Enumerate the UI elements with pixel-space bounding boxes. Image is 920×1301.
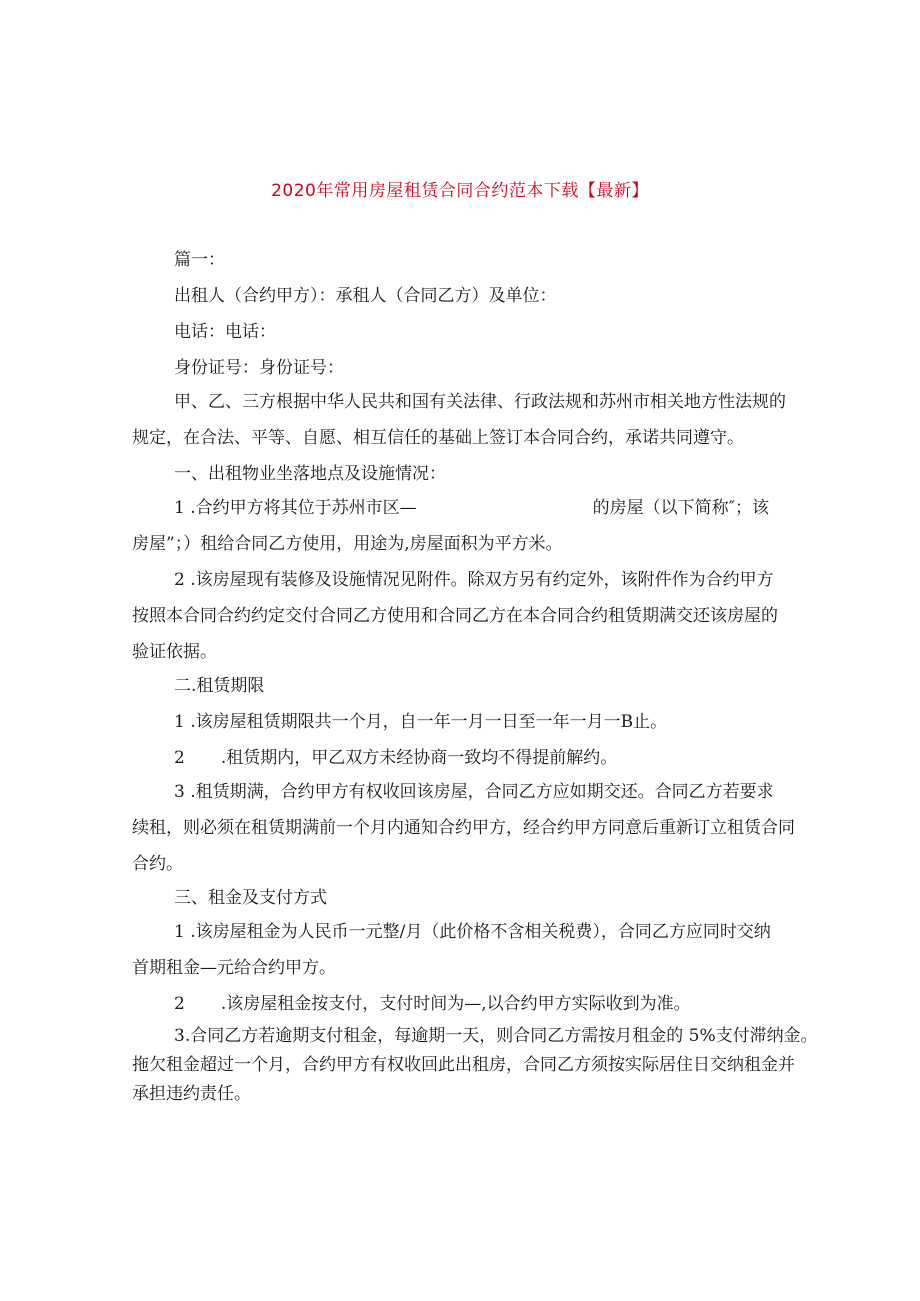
item-1-text-b: 的房屋（以下简称″；该 [592, 498, 769, 518]
section-2-item-3-line-3: 合约。 [132, 854, 183, 874]
intro-line-1: 甲、乙、三方根据中华人民共和国有关法律、行政法规和苏州市相关地方性法规的 [174, 392, 786, 412]
section-1-heading: 一、出租物业坐落地点及设施情况： [174, 464, 446, 484]
section-1-item-2-line-2: 按照本合同合约约定交付合同乙方使用和合同乙方在本合同合约租赁期满交还该房屋的 [132, 606, 778, 626]
section-3-item-3-line-1: 3.合同乙方若逾期支付租金，每逾期一天，则合同乙方需按月租金的 5%支付滞纳金。 [174, 1026, 818, 1046]
section-1-item-1-line-2: 房屋”；）租给合同乙方使用，用途为,房屋面积为平方米。 [132, 534, 563, 554]
section-2-item-3-line-2: 续租，则必须在租赁期满前一个月内通知合约甲方，经合约甲方同意后重新订立租赁合同 [132, 818, 795, 838]
item-1-text-a: 1 .合约甲方将其位于苏州市区— [174, 498, 417, 518]
section-1-item-2-line-3: 验证依据。 [132, 642, 217, 662]
section-3-item-2-number: 2 [174, 994, 185, 1014]
intro-line-2: 规定，在合法、平等、自愿、相互信任的基础上签订本合同合约，承诺共同遵守。 [132, 428, 744, 448]
section-3-item-3 [132, 1022, 818, 1109]
section-3-item-3-line-3: 承担违约责任。 [132, 1084, 251, 1104]
section-2-item-2-text: .租赁期内，甲乙双方未经协商一致均不得提前解约。 [220, 748, 618, 768]
section-3-heading: 三、租金及支付方式 [174, 888, 327, 908]
section-3-item-2 [174, 986, 794, 1022]
section-3-item-2-text: .该房屋租金按支付，支付时间为—,以合约甲方实际收到为准。 [220, 994, 691, 1014]
section-3-item-1-line-1: 1 .该房屋租金为人民币一元整/月（此价格不含相关税费），合同乙方应同时交纳 [174, 922, 771, 942]
section-2-item-2-number: 2 [174, 748, 185, 768]
id-number-line: 身份证号：身份证号： [174, 358, 344, 378]
section-3-item-1-line-2: 首期租金—元给合约甲方。 [132, 958, 336, 978]
section-3-item-3-line-2: 拖欠租金超过一个月，合约甲方有权收回此出租房，合同乙方须按实际居住日交纳租金并 [132, 1055, 795, 1075]
section-1-item-1-line-1 [174, 490, 794, 526]
document-title: 2020年常用房屋租赁合同合约范本下载【最新】 [271, 181, 649, 201]
section-2-item-3-line-1: 3 .租赁期满，合约甲方有权收回该房屋，合同乙方应如期交还。合同乙方若要求 [174, 782, 774, 802]
parties-line: 出租人（合约甲方）：承租人（合同乙方）及单位： [174, 286, 557, 306]
section-3-item-1 [132, 914, 794, 986]
intro-paragraph [132, 384, 794, 456]
phone-line: 电话：电话： [174, 322, 276, 342]
section-1-item-2-line-1: 2 .该房屋现有装修及设施情况见附件。除双方另有约定外，该附件作为合约甲方 [174, 570, 774, 590]
section-2-item-1: 1 .该房屋租赁期限共一个月，自一年一月一日至一年一月一B止。 [174, 712, 668, 732]
section-2-item-3 [132, 774, 795, 882]
part-label: 篇一： [174, 250, 225, 270]
section-2-heading: 二.租赁期限 [174, 676, 265, 696]
section-1-item-1 [132, 490, 794, 562]
section-1-item-2 [132, 562, 794, 670]
section-2-item-2 [174, 740, 794, 776]
